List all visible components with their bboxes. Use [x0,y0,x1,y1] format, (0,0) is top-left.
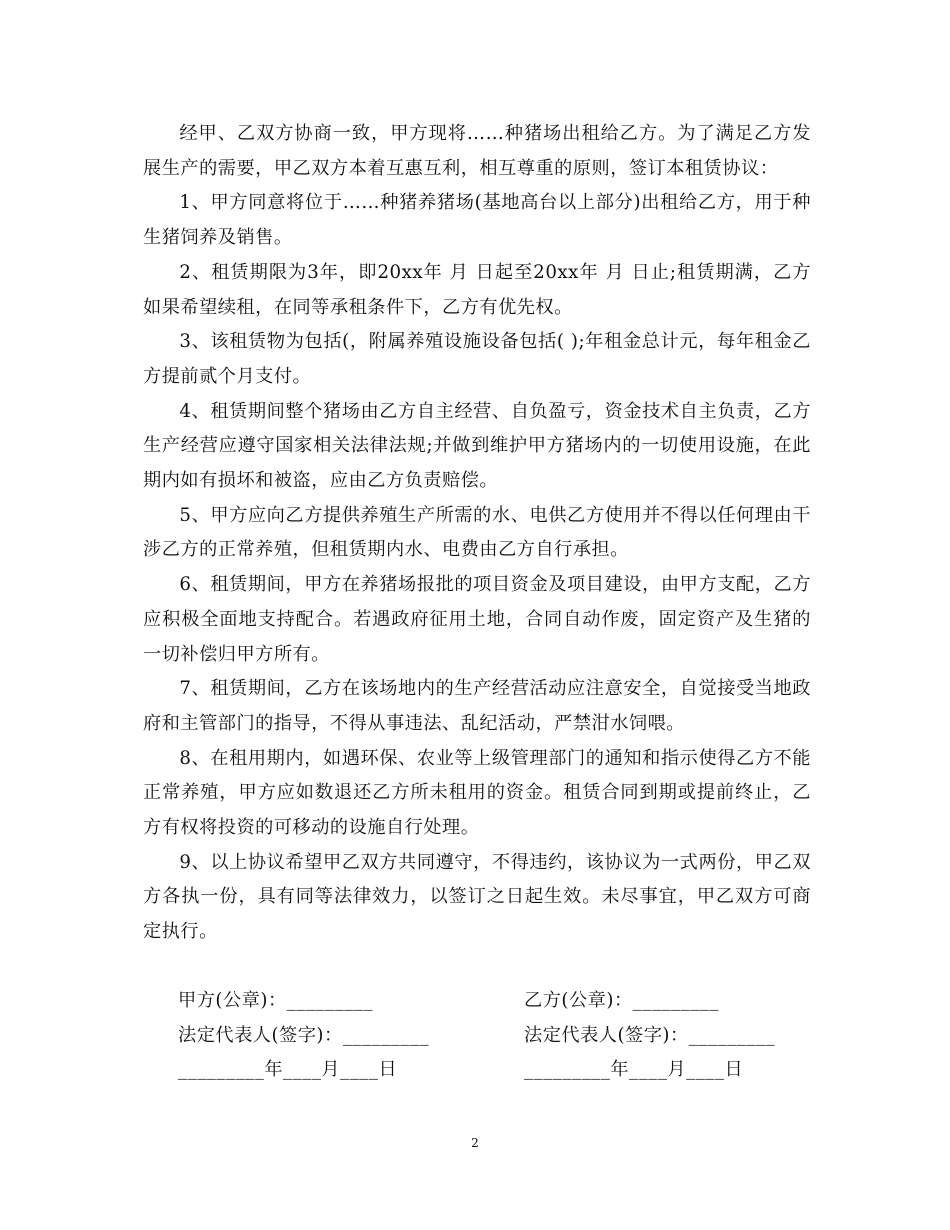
page-number: 2 [471,1136,479,1150]
party-a-representative-field: 法定代表人(签字)：_________ [178,1024,430,1046]
date-row [178,1053,818,1088]
seal-row [178,984,818,1019]
party-a-seal-field: 甲方(公章)：_________ [178,990,373,1011]
paragraph-clause-8: 8、在租用期内，如遇环保、农业等上级管理部门的通知和指示使得乙方不能正常养殖，甲方应如数退还乙方所未租用的资金。租赁合同到期或提前终止，乙方有权将投资的可移动的设施自行处理。 [143,747,811,839]
paragraph-intro: 经甲、乙双方协商一致，甲方现将……种猪场出租给乙方。为了满足乙方发展生产的需要，甲乙双方本着互惠互利，相互尊重的原则，签订本租赁协议： [143,123,811,179]
paragraph-clause-2: 2、租赁期限为3年，即20xx年 月 日起至20xx年 月 日止;租赁期满，乙方如果希望续租，在同等承租条件下，乙方有优先权。 [143,261,811,318]
party-a-date-field: _________年____月____日 [178,1059,398,1081]
paragraph-clause-4: 4、租赁期间整个猪场由乙方自主经营、自负盈亏，资金技术自主负责，乙方生产经营应遵守国家相关法律法规;并做到维护甲方猪场内的一切使用设施，在此期内如有损坏和被盗，应由乙方负责赔偿。 [143,400,811,492]
representative-row [178,1019,818,1054]
party-b-representative-field: 法定代表人(签字)：_________ [524,1024,776,1046]
party-b-date-field: _________年____月____日 [524,1059,744,1081]
paragraph-clause-1: 1、甲方同意将位于……种猪养猪场(基地高台以上部分)出租给乙方，用于种生猪饲养及销售。 [143,192,811,249]
signature-block [178,984,818,1088]
paragraph-clause-7: 7、租赁期间，乙方在该场地内的生产经营活动应注意安全，自觉接受当地政府和主管部门的指导，不得从事违法、乱纪活动，严禁泔水饲喂。 [143,678,811,734]
paragraph-clause-9: 9、以上协议希望甲乙双方共同遵守，不得违约，该协议为一式两份，甲乙双方各执一份，具有同等法律效力，以签订之日起生效。未尽事宜，甲乙双方可商定执行。 [143,851,811,943]
paragraph-clause-3: 3、该租赁物为包括(，附属养殖设施设备包括( );年租金总计元，每年租金乙方提前贰个月支付。 [143,331,811,387]
party-b-seal-field: 乙方(公章)：_________ [524,990,719,1011]
contract-body [143,117,811,950]
paragraph-clause-6: 6、租赁期间，甲方在养猪场报批的项目资金及项目建设，由甲方支配，乙方应积极全面地支持配合。若遇政府征用土地，合同自动作废，固定资产及生猪的一切补偿归甲方所有。 [143,574,811,665]
paragraph-clause-5: 5、甲方应向乙方提供养殖生产所需的水、电供乙方使用并不得以任何理由干涉乙方的正常养殖，但租赁期内水、电费由乙方自行承担。 [143,504,811,561]
